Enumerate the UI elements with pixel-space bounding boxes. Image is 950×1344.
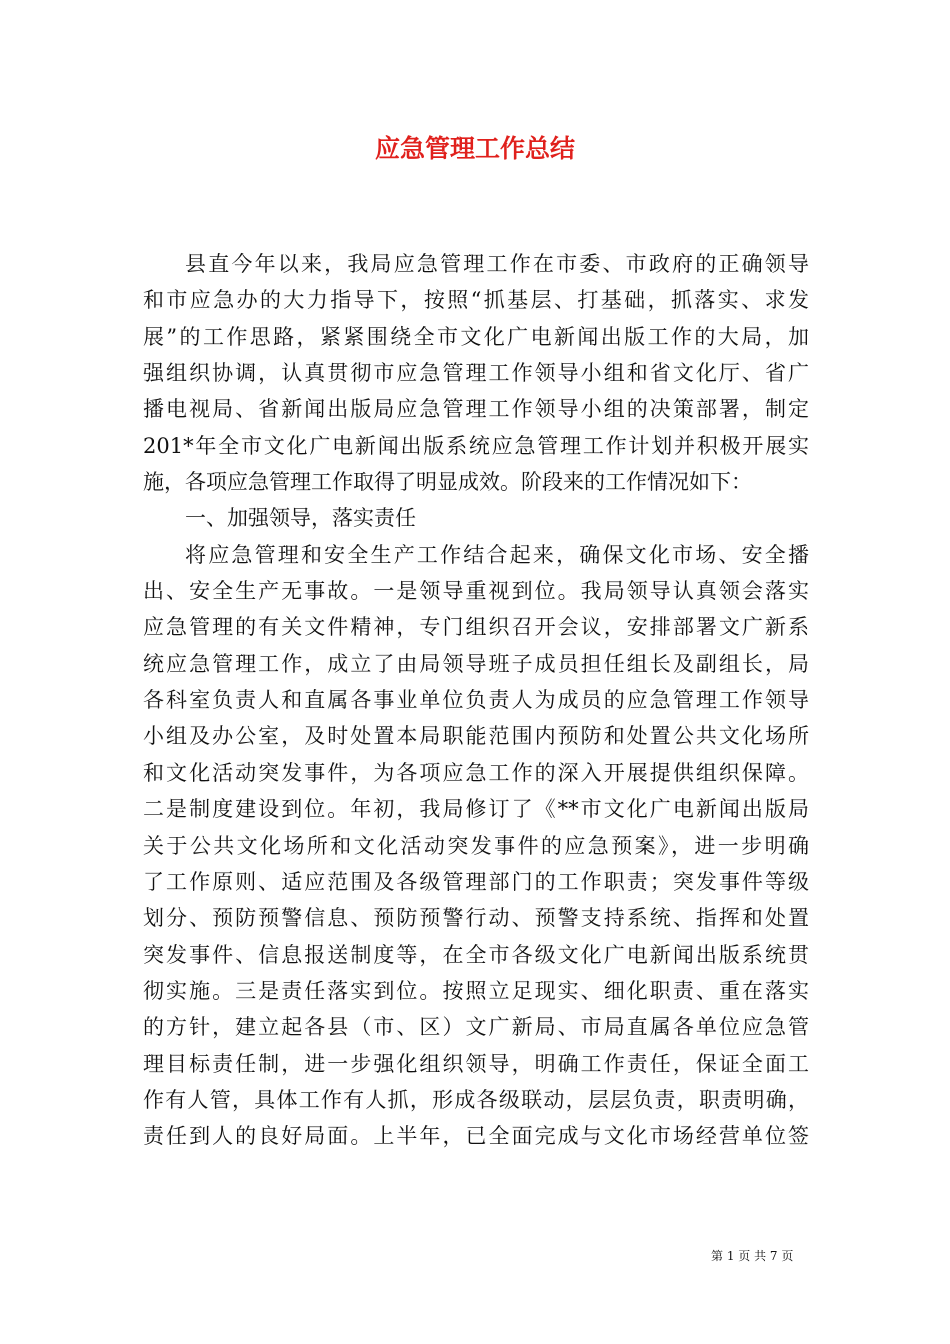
body-line: 小组及办公室，及时处置本局职能范围内预防和处置公共文化场所 <box>143 724 809 749</box>
document-body <box>143 246 809 1155</box>
body-line: 二是制度建设到位。年初，我局修订了《**市文化广电新闻出版局 <box>143 797 809 822</box>
body-line: 应急管理的有关文件精神，专门组织召开会议，安排部署文广新系 <box>143 615 809 640</box>
body-line: 了工作原则、适应范围及各级管理部门的工作职责；突发事件等级 <box>143 869 809 894</box>
body-line: 彻实施。三是责任落实到位。按照立足现实、细化职责、重在落实 <box>143 978 809 1003</box>
body-line: 强组织协调，认真贯彻市应急管理工作领导小组和省文化厅、省广 <box>143 361 809 386</box>
body-line: 统应急管理工作，成立了由局领导班子成员担任组长及副组长，局 <box>143 651 809 676</box>
body-line: 划分、预防预警信息、预防预警行动、预警支持系统、指挥和处置 <box>143 906 809 931</box>
body-line: 县直今年以来，我局应急管理工作在市委、市政府的正确领导 <box>185 252 809 276</box>
body-line: 各科室负责人和直属各事业单位负责人为成员的应急管理工作领导 <box>143 688 809 713</box>
body-line: 201*年全市文化广电新闻出版系统应急管理工作计划并积极开展实 <box>143 433 809 458</box>
body-line: 理目标责任制，进一步强化组织领导，明确工作责任，保证全面工 <box>143 1051 809 1076</box>
page-number-footer: 第 1 页 共 7 页 <box>711 1249 794 1263</box>
body-line: 关于公共文化场所和文化活动突发事件的应急预案》，进一步明确 <box>143 833 809 858</box>
body-line: 施，各项应急管理工作取得了明显成效。阶段来的工作情况如下： <box>143 470 752 495</box>
body-line: 和文化活动突发事件，为各项应急工作的深入开展提供组织保障。 <box>143 760 809 785</box>
body-line: 的方针，建立起各县（市、区）文广新局、市局直属各单位应急管 <box>143 1015 809 1040</box>
body-line: 播电视局、省新闻出版局应急管理工作领导小组的决策部署，制定 <box>143 397 809 422</box>
body-line: 出、安全生产无事故。一是领导重视到位。我局领导认真领会落实 <box>143 579 809 604</box>
body-line: 将应急管理和安全生产工作结合起来，确保文化市场、安全播 <box>185 542 809 567</box>
document-title: 应急管理工作总结 <box>374 134 575 163</box>
body-line: 和市应急办的大力指导下，按照“抓基层、打基础，抓落实、求发 <box>143 288 809 313</box>
body-line: 作有人管，具体工作有人抓，形成各级联动，层层负责，职责明确， <box>143 1087 809 1112</box>
body-line: 展”的工作思路，紧紧围绕全市文化广电新闻出版工作的大局，加 <box>143 324 809 349</box>
body-line: 责任到人的良好局面。上半年，已全面完成与文化市场经营单位签 <box>143 1124 809 1149</box>
section-heading: 一、加强领导，落实责任 <box>185 506 416 531</box>
body-line: 突发事件、信息报送制度等，在全市各级文化广电新闻出版系统贯 <box>143 942 809 967</box>
